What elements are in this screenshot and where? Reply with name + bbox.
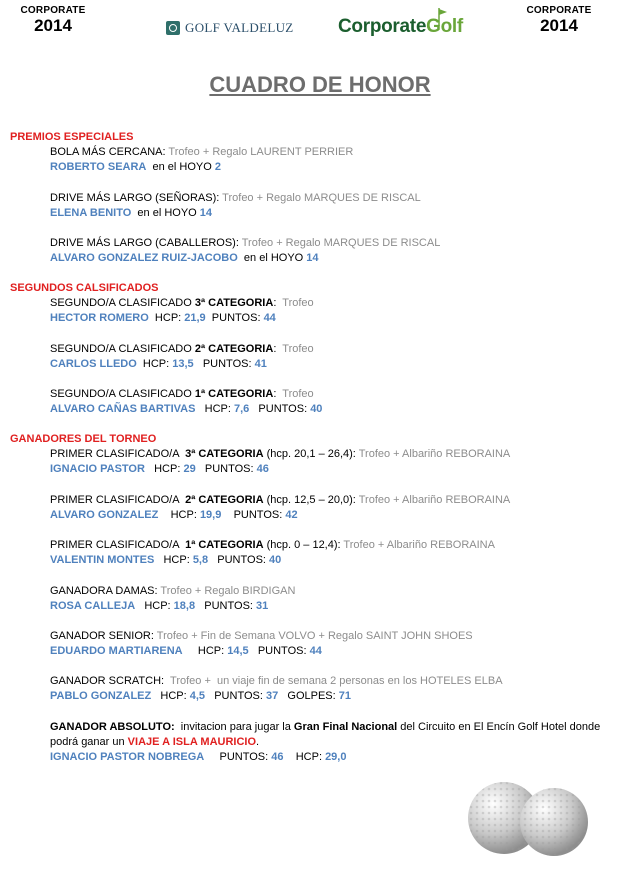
absoluto-paragraph [50,720,610,750]
valdeluz-logo-icon [166,21,180,35]
damas-prize: Trofeo + Regalo BIRDIGAN [157,585,296,597]
scratch-prize: Trofeo + un viaje fin de semana 2 personas en los HOTELES ELBA [164,675,503,687]
hcp-label: HCP: [136,358,173,370]
segundo-2-line [50,343,314,355]
scratch-label: GANADOR SCRATCH: [50,675,165,687]
pts-value: 31 [256,600,269,612]
drive-s-hoyo-text: en el HOYO [131,207,200,219]
golpes-value: 71 [338,690,351,702]
corporate-label-left: CORPORATE [20,5,86,16]
segundo-colon: : [273,343,277,355]
drive-s-prize: Trofeo + Regalo MARQUES DE RISCAL [219,192,421,204]
primer-3-line [50,448,510,460]
golf-flag-icon [438,8,448,26]
section-premios-especiales: PREMIOS ESPECIALES [10,131,134,143]
hcp-label: HCP: [148,312,185,324]
drive-c-hoyo: 14 [306,252,319,264]
drive-senoras-line [50,192,421,204]
winner-name: PABLO GONZALEZ [50,690,152,702]
hcp-label: HCP: [158,509,200,521]
year-left: 2014 [34,16,72,35]
absoluto-final: Gran Final Nacional [293,721,398,733]
bola-label: BOLA MÁS CERCANA: [50,146,166,158]
winner-name: IGNACIO PASTOR [50,463,145,475]
cg-part2: Golf [426,16,463,37]
drive-s-winner: ELENA BENITO [50,207,132,219]
corporate-golf-logo [338,16,463,38]
pts-label: PUNTOS: [248,645,310,657]
drive-s-label: DRIVE MÁS LARGO (SEÑORAS): [50,192,220,204]
primer-label: PRIMER CLASIFICADO/A [50,539,186,551]
header-corporate-right [522,6,596,34]
bola-hoyo-text: en el HOYO [146,161,215,173]
absoluto-winner-line [50,751,346,763]
primer-2-line [50,494,510,506]
segundo-2-winner-line [50,358,267,370]
corporate-label-right: CORPORATE [526,5,592,16]
hcp-label: HCP: [195,403,234,415]
drive-s-hoyo: 14 [199,207,213,219]
senior-label: GANADOR SENIOR: [50,630,154,642]
primer-cat: 2ª CATEGORIA [185,494,264,506]
bola-hoyo: 2 [214,161,221,173]
valdeluz-text: GOLF VALDELUZ [185,20,294,35]
hcp-label: HCP: [182,645,228,657]
hcp-value: 29,0 [325,751,347,763]
primer-label: PRIMER CLASIFICADO/A [50,448,186,460]
hcp-value: 4,5 [189,690,206,702]
damas-winner-line [50,600,268,612]
senior-line [50,630,473,642]
header-corporate-left [16,6,90,34]
absoluto-text2: del Circuito en El Encín Golf Hotel donde podrá ganar un [50,721,601,748]
primer-cat: 1ª CATEGORIA [185,539,264,551]
primer-prize: Trofeo + Albariño REBORAINA [355,494,511,506]
hcp-value: 7,6 [233,403,250,415]
section-ganadores-torneo: GANADORES DEL TORNEO [10,433,157,445]
primer-prize: Trofeo + Albariño REBORAINA [340,539,495,551]
drive-c-winner: ALVARO GONZALEZ RUIZ-JACOBO [50,252,238,264]
pts-label: PUNTOS: [205,312,264,324]
segundo-prize: Trofeo [276,343,314,355]
cg-part1: Corporate [338,16,427,37]
drive-caballeros-line [50,237,440,249]
pts-value: 44 [309,645,322,657]
segundo-label: SEGUNDO/A CLASIFICADO [50,388,195,400]
pts-label: PUNTOS: [249,403,311,415]
pts-label: PUNTOS: [195,600,257,612]
primer-prize: Trofeo + Albariño REBORAINA [355,448,511,460]
segundo-label: SEGUNDO/A CLASIFICADO [50,343,195,355]
hcp-value: 29 [183,463,196,475]
page-title: CUADRO DE HONOR [209,72,431,97]
damas-line [50,585,295,597]
pts-value: 40 [269,554,282,566]
hcp-label: HCP: [154,554,193,566]
segundo-colon: : [273,297,277,309]
pts-value: 42 [285,509,298,521]
pts-value: 46 [256,463,269,475]
absoluto-label: GANADOR ABSOLUTO: [50,721,175,733]
hcp-label: HCP: [283,751,326,763]
drive-caballeros-winner-line [50,252,319,264]
year-right: 2014 [540,16,578,35]
hcp-value: 19,9 [199,509,222,521]
golf-balls-icon [462,780,592,860]
segundo-cat: 1ª CATEGORIA [194,388,274,400]
winner-name: ALVARO GONZALEZ [50,509,159,521]
winner-name: ROSA CALLEJA [50,600,136,612]
hcp-value: 13,5 [172,358,194,370]
pts-label: PUNTOS: [208,554,270,566]
primer-range: (hcp. 0 – 12,4): [263,539,341,551]
winner-name: VALENTIN MONTES [50,554,155,566]
hcp-label: HCP: [135,600,174,612]
pts-value: 46 [271,751,284,763]
bola-cercana-line [50,146,353,158]
damas-label: GANADORA DAMAS: [50,585,158,597]
pts-value: 41 [254,358,267,370]
pts-label: PUNTOS: [221,509,286,521]
drive-c-label: DRIVE MÁS LARGO (CABALLEROS): [50,237,239,249]
segundo-prize: Trofeo [276,388,314,400]
hcp-label: HCP: [144,463,184,475]
pts-label: PUNTOS: [195,463,257,475]
segundo-cat: 3ª CATEGORIA [194,297,274,309]
primer-1-winner-line [50,554,281,566]
primer-2-winner-line [50,509,298,521]
primer-1-line [50,539,495,551]
pts-label: PUNTOS: [193,358,255,370]
primer-range: (hcp. 20,1 – 26,4): [263,448,356,460]
segundo-cat: 2ª CATEGORIA [194,343,274,355]
pts-label: PUNTOS: [205,690,266,702]
segundo-3-line [50,297,314,309]
absoluto-viaje: VIAJE A ISLA MAURICIO [127,736,257,748]
pts-value: 40 [310,403,323,415]
primer-range: (hcp. 12,5 – 20,0): [263,494,356,506]
absoluto-text1: invitacion para jugar la [174,721,294,733]
scratch-winner-line [50,690,351,702]
golf-valdeluz-logo [166,20,294,36]
hcp-value: 5,8 [192,554,209,566]
segundo-colon: : [273,388,277,400]
section-segundos-clasificados: SEGUNDOS CALSIFICADOS [10,282,159,294]
senior-winner-line [50,645,322,657]
primer-3-winner-line [50,463,269,475]
golpes-label: GOLPES: [278,690,339,702]
hcp-label: HCP: [151,690,190,702]
primer-label: PRIMER CLASIFICADO/A [50,494,186,506]
bola-cercana-winner-line [50,161,221,173]
hcp-value: 21,9 [184,312,206,324]
segundo-1-line [50,388,314,400]
winner-name: IGNACIO PASTOR NOBREGA [50,751,205,763]
senior-prize: Trofeo + Fin de Semana VOLVO + Regalo SAINT JOHN SHOES [153,630,473,642]
hcp-value: 14,5 [227,645,249,657]
winner-name: CARLOS LLEDO [50,358,137,370]
drive-c-hoyo-text: en el HOYO [237,252,307,264]
primer-cat: 3ª CATEGORIA [185,448,264,460]
winner-name: ALVARO CAÑAS BARTIVAS [50,403,196,415]
winner-name: EDUARDO MARTIARENA [50,645,183,657]
winner-name: HECTOR ROMERO [50,312,149,324]
bola-prize: Trofeo + Regalo LAURENT PERRIER [165,146,354,158]
segundo-prize: Trofeo [276,297,314,309]
hcp-value: 18,8 [173,600,196,612]
pts-value: 37 [265,690,279,702]
drive-c-prize: Trofeo + Regalo MARQUES DE RISCAL [238,237,441,249]
bola-winner: ROBERTO SEARA [50,161,147,173]
pts-label: PUNTOS: [204,751,272,763]
drive-senoras-winner-line [50,207,212,219]
segundo-label: SEGUNDO/A CLASIFICADO [50,297,195,309]
absoluto-dot: . [256,736,260,748]
segundo-1-winner-line [50,403,322,415]
pts-value: 44 [263,312,276,324]
segundo-3-winner-line [50,312,276,324]
scratch-line [50,675,503,687]
